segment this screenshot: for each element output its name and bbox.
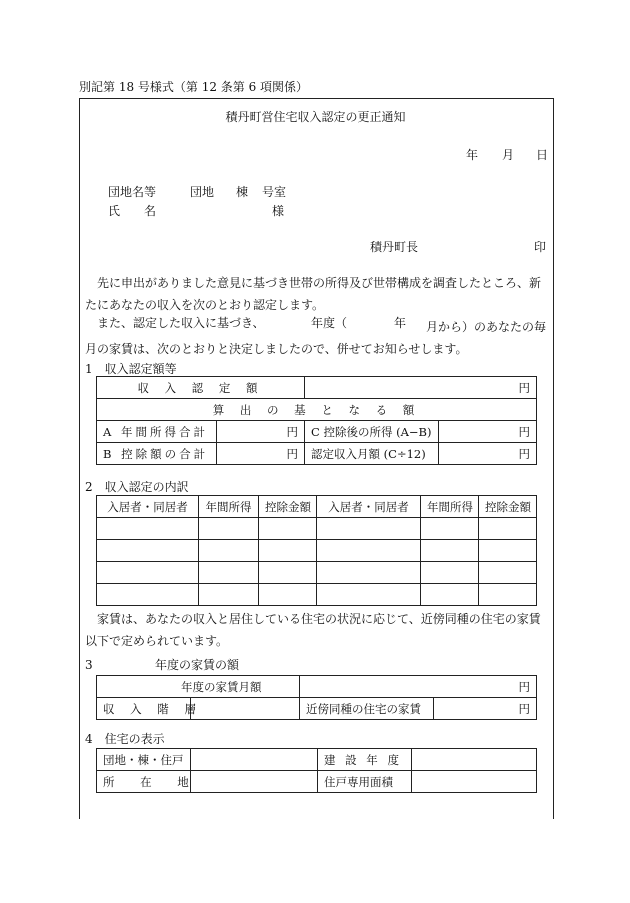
nintei-yen: 円 [305,377,537,399]
housing-table [96,748,537,793]
table-cell[interactable] [421,584,479,606]
table-cell[interactable] [317,584,421,606]
body-p2-c: 年 [394,316,407,330]
menseki-value[interactable] [412,771,537,793]
danchi-cell-value[interactable] [191,749,318,771]
issuer-seal: 印 [534,240,547,254]
table-cell[interactable] [479,584,537,606]
sama-text: 様 [272,204,285,218]
issuer-name: 積丹町長 [370,240,419,254]
table-cell[interactable] [317,518,421,540]
rent-table [96,675,537,720]
date-year: 年 [466,148,479,162]
section1-heading: 1 収入認定額等 [85,362,177,376]
table-cell[interactable] [317,562,421,584]
table-cell[interactable] [317,540,421,562]
d-label: 認定収入月額 (C÷12) [305,443,439,465]
table-cell[interactable] [479,562,537,584]
a-label: A 年間所得合計 [97,421,217,443]
table-cell[interactable] [259,584,317,606]
section2-heading: 2 収入認定の内訳 [85,480,189,494]
table-cell[interactable] [421,518,479,540]
kensetsu-value[interactable] [412,749,537,771]
table-cell[interactable] [97,584,199,606]
date-month: 月 [502,148,515,162]
table-cell[interactable] [199,562,259,584]
rent-note: 家賃は、あなたの収入と居住している住宅の状況に応じて、近傍同種の住宅の家賃以下で定められています。 [85,612,541,648]
shozai-value[interactable] [191,771,318,793]
nintei-label: 収 入 認 定 額 [97,377,305,399]
form-number-label: 別記第 18 号様式（第 12 条第 6 項関係） [79,80,309,94]
table-cell[interactable] [259,562,317,584]
breakdown-header: 控除金額 [479,496,537,518]
breakdown-header: 入居者・同居者 [97,496,199,518]
rent-label: 年度の家賃月額 [97,676,300,698]
date-day: 日 [536,148,549,162]
c-yen: 円 [439,421,537,443]
goshitsu-text: 号室 [262,185,287,199]
rent-yen: 円 [300,676,537,698]
section3-heading-text: 年度の家賃の額 [155,658,240,672]
kensetsu-label: 建 設 年 度 [318,749,412,771]
d-yen: 円 [439,443,537,465]
name-label: 氏 名 [108,204,157,218]
table-cell[interactable] [199,584,259,606]
table-row [97,540,537,562]
b-yen: 円 [217,443,305,465]
kaiso-value[interactable] [191,698,300,720]
table-row [97,584,537,606]
table-cell[interactable] [199,518,259,540]
danchi-cell-label: 団地・棟・住戸 [97,749,191,771]
kinbo-label: 近傍同種の住宅の家賃 [300,698,434,720]
table-cell[interactable] [97,518,199,540]
kinbo-yen: 円 [434,698,537,720]
table-cell[interactable] [199,540,259,562]
table-cell[interactable] [479,540,537,562]
table-cell[interactable] [97,562,199,584]
body-p2-d: 月から）のあなたの毎月の家賃は、次のとおりと決定しましたので、併せてお知らせします。 [85,320,547,356]
body-p2-b: 年度（ [311,316,348,330]
breakdown-header: 年間所得 [421,496,479,518]
document-title: 積丹町営住宅収入認定の更正通知 [225,110,406,124]
table-cell[interactable] [479,518,537,540]
section4-heading: 4 住宅の表示 [85,732,165,746]
body-paragraph-1: 先に申出がありました意見に基づき世帯の所得及び世帯構成を調査したところ、新たにあなたの収入を次のとおり認定します。 [85,276,542,312]
danchi-label: 団地名等 [108,185,157,199]
table-cell[interactable] [97,540,199,562]
table-cell[interactable] [259,540,317,562]
basis-label: 算 出 の 基 と な る 額 [97,399,537,421]
breakdown-header: 入居者・同居者 [317,496,421,518]
table-cell[interactable] [259,518,317,540]
breakdown-header: 年間所得 [199,496,259,518]
c-label: C 控除後の所得 (A−B) [305,421,439,443]
to-text: 棟 [236,185,249,199]
table-cell[interactable] [421,540,479,562]
a-yen: 円 [217,421,305,443]
shozai-label: 所 在 地 [97,771,191,793]
table-row [97,518,537,540]
income-table [96,376,537,465]
breakdown-table [96,495,537,606]
danchi-text: 団地 [190,185,215,199]
kaiso-label: 収 入 階 層 [97,698,191,720]
section3-heading-num: 3 [85,658,93,672]
table-cell[interactable] [421,562,479,584]
b-label: B 控除額の合計 [97,443,217,465]
body-p2-a: また、認定した収入に基づき、 [97,316,265,330]
breakdown-header: 控除金額 [259,496,317,518]
menseki-label: 住戸専用面積 [318,771,412,793]
table-row [97,562,537,584]
